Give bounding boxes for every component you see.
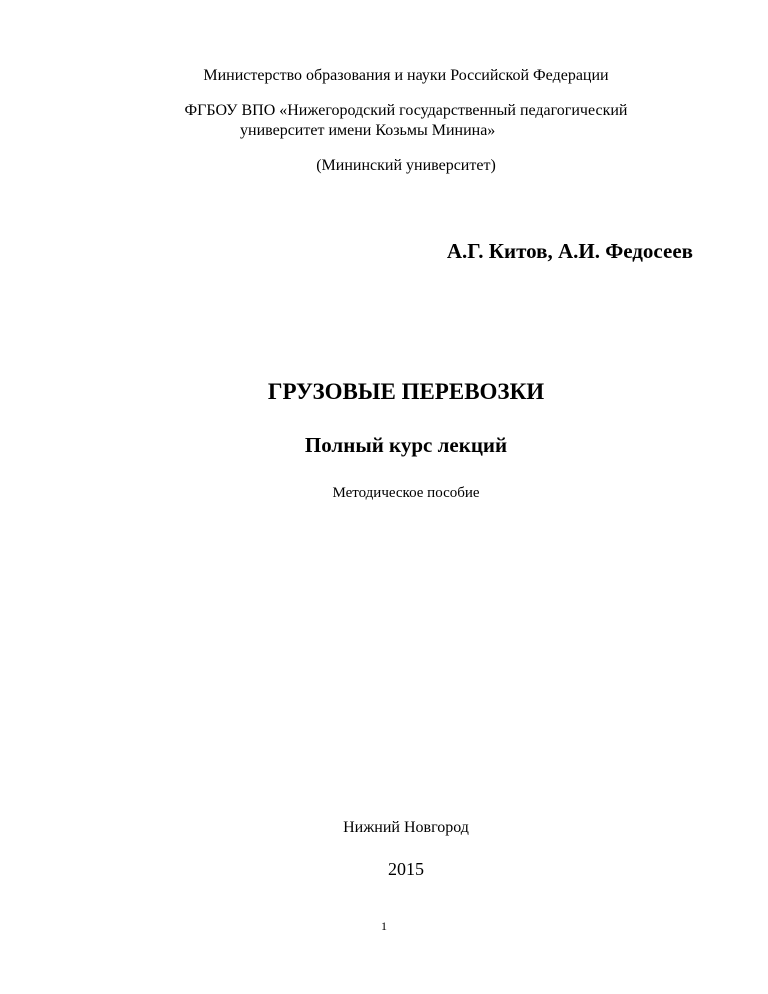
institution-name-line-2: университет имени Козьмы Минина» <box>240 122 496 139</box>
page-number: 1 <box>381 919 387 933</box>
document-title: ГРУЗОВЫЕ ПЕРЕВОЗКИ <box>267 379 545 404</box>
document-type: Методическое пособие <box>332 485 480 501</box>
publication-city: Нижний Новгород <box>343 819 469 836</box>
ministry-name: Министерство образования и науки Российской Федерации <box>203 67 609 84</box>
institution-name-line-1: ФГБОУ ВПО «Нижегородский государственный педагогический <box>184 102 628 119</box>
publication-year: 2015 <box>388 859 424 879</box>
authors: А.Г. Китов, А.И. Федосеев <box>446 239 693 263</box>
institution-short-name: (Мининский университет) <box>316 157 496 174</box>
document-subtitle: Полный курс лекций <box>304 433 508 457</box>
